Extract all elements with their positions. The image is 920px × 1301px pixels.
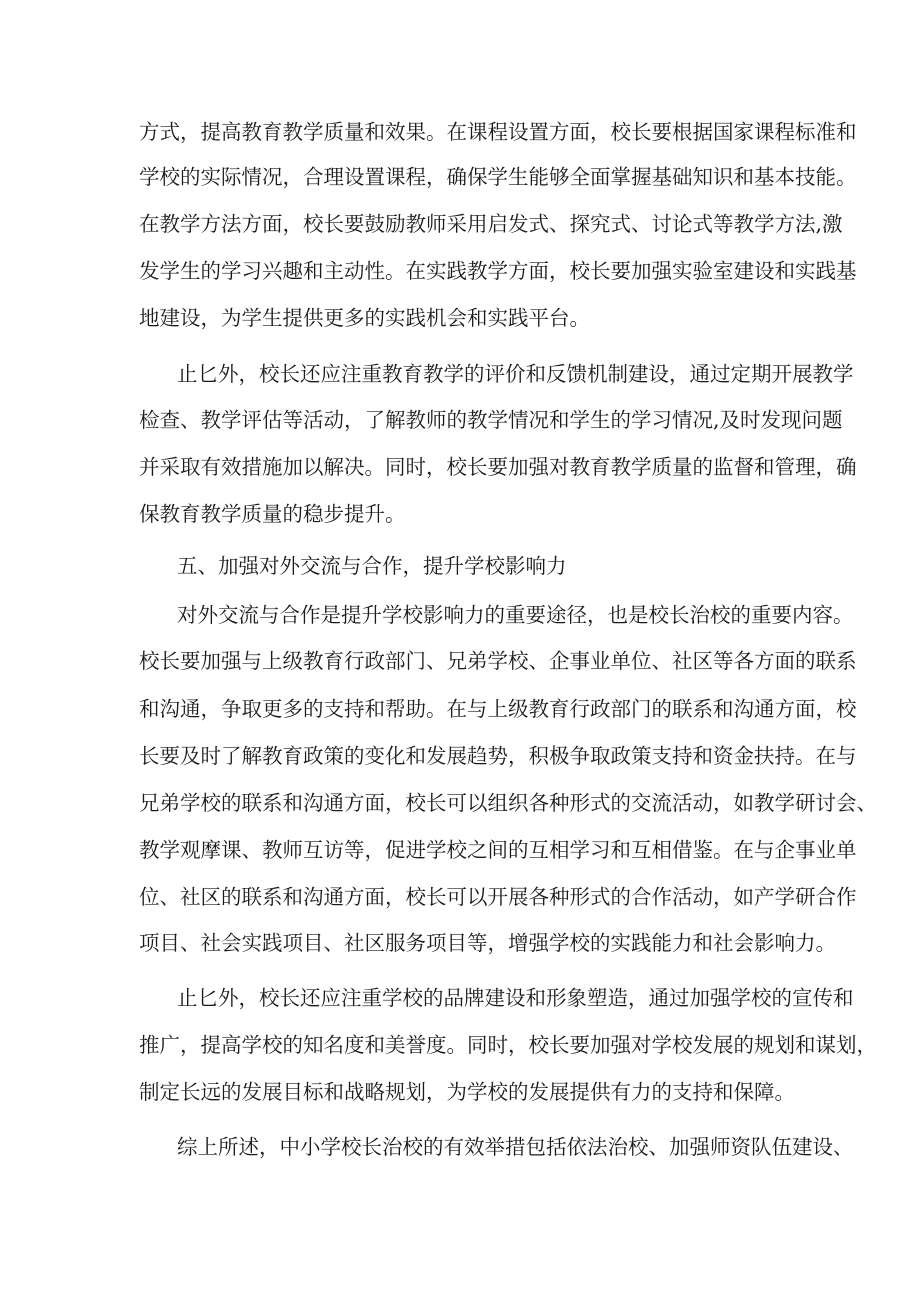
text-line: 地建设，为学生提供更多的实践机会和实践平台。: [139, 306, 590, 330]
text-line: 位、社区的联系和沟通方面，校长可以开展各种形式的合作活动，如产学研合作: [139, 885, 857, 909]
text-line: 发学生的学习兴趣和主动性。在实践教学方面，校长要加强实验室建设和实践基: [139, 259, 857, 283]
text-line: 校长要加强与上级教育行政部门、兄弟学校、企事业单位、社区等各方面的联系: [139, 649, 857, 673]
text-line: 和沟通，争取更多的支持和帮助。在与上级教育行政部门的联系和沟通方面，校: [139, 697, 857, 721]
text-line: 对外交流与合作是提升学校影响力的重要途径，也是校长治校的重要内容。: [177, 603, 854, 627]
text-line: 在教学方法方面，校长要鼓励教师采用启发式、探究式、讨论式等教学方法,激: [139, 212, 843, 236]
text-line: 推广，提高学校的知名度和美誉度。同时，校长要加强对学校发展的规划和谋划，: [139, 1033, 877, 1057]
text-line: 止匕外，校长还应注重教育教学的评价和反馈机制建设，通过定期开展教学: [177, 362, 854, 386]
text-line: 方式，提高教育教学质量和效果。在课程设置方面，校长要根据国家课程标准和: [139, 120, 857, 144]
text-line: 学校的实际情况，合理设置课程，确保学生能够全面掌握基础知识和基本技能。: [139, 165, 857, 189]
text-line: 长要及时了解教育政策的变化和发展趋势，积极争取政策支持和资金扶持。在与: [139, 744, 857, 768]
text-line: 止匕外，校长还应注重学校的品牌建设和形象塑造，通过加强学校的宣传和: [177, 986, 854, 1010]
text-line: 教学观摩课、教师互访等，促进学校之间的互相学习和互相借鉴。在与企事业单: [139, 838, 857, 862]
text-line: 保教育教学质量的稳步提升。: [139, 502, 406, 526]
text-line: 项目、社会实践项目、社区服务项目等，增强学校的实践能力和社会影响力。: [139, 931, 836, 955]
section-heading: 五、加强对外交流与合作，提升学校影响力: [177, 554, 567, 578]
text-line: 制定长远的发展目标和战略规划，为学校的发展提供有力的支持和保障。: [139, 1080, 795, 1104]
text-line: 综上所述，中小学校长治校的有效举措包括依法治校、加强师资队伍建设、: [177, 1135, 854, 1159]
text-line: 并采取有效措施加以解决。同时，校长要加强对教育教学质量的监督和管理，确: [139, 455, 857, 479]
text-line: 兄弟学校的联系和沟通方面，校长可以组织各种形式的交流活动，如教学研讨会、: [139, 791, 877, 815]
text-line: 检查、教学评估等活动，了解教师的教学情况和学生的学习情况,及时发现问题: [139, 408, 843, 432]
